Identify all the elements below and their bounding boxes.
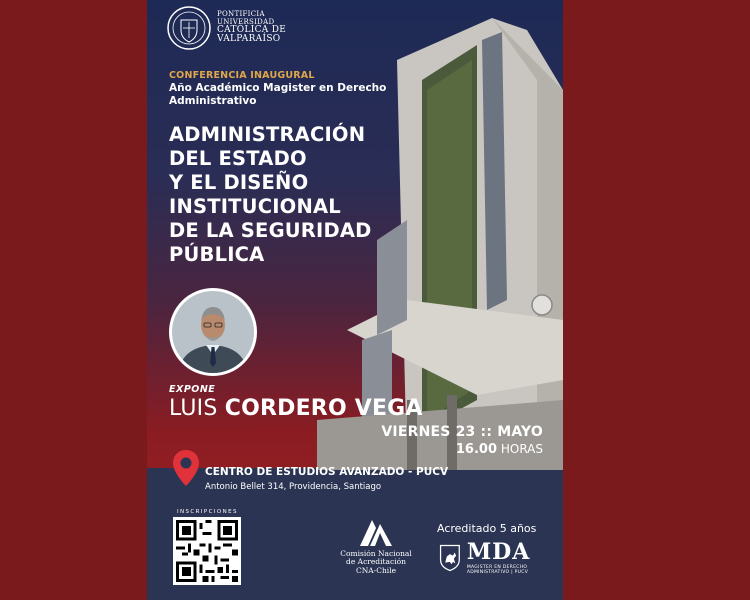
event-subtitle: Año Académico Magister en Derecho Administrativo [169, 82, 387, 108]
cna-line-2: de Acreditación [346, 557, 406, 567]
event-kicker: CONFERENCIA INAUGURAL [169, 70, 315, 81]
event-time-unit: HORAS [500, 442, 543, 456]
university-logo [167, 6, 286, 50]
speaker-last-name: CORDERO VEGA [224, 396, 423, 421]
mda-wordmark: MDA [466, 539, 531, 565]
speaker-photo [169, 288, 257, 376]
title-line: INSTITUCIONAL [169, 194, 341, 218]
qr-code-icon [176, 520, 238, 582]
registration-label: INSCRIPCIONES [177, 509, 238, 515]
event-poster [147, 0, 563, 600]
cna-emblem-icon [358, 518, 394, 548]
event-time-value: 16.00 [455, 442, 498, 457]
speaker-label: EXPONE [169, 384, 216, 395]
accreditation-label: Acreditado 5 años [437, 522, 537, 535]
title-line: ADMINISTRACIÓN [169, 123, 366, 146]
speaker-first-name: LUIS [169, 396, 218, 421]
location-pin-icon [171, 448, 201, 488]
title-line: Y EL DISEÑO [169, 170, 309, 194]
event-date [381, 424, 543, 457]
university-seal-icon [167, 6, 211, 50]
speaker-portrait-icon [172, 291, 254, 373]
logo-line-3: CATÓLICA DE [217, 24, 287, 35]
venue-name: CENTRO DE ESTUDIOS AVANZADO - PUCV [205, 466, 449, 478]
venue-address: Antonio Bellet 314, Providencia, Santiago [205, 482, 382, 492]
cna-logo [335, 518, 417, 575]
mda-subtitle: MAGISTER EN DERECHO ADMINISTRATIVO | PUCV [466, 565, 529, 575]
event-time [381, 442, 543, 457]
cna-line-3: CNA-Chile [355, 565, 397, 575]
event-title [169, 123, 372, 267]
speaker-name [169, 396, 423, 421]
logo-line-4: VALPARAÍSO [217, 34, 281, 45]
registration-qr-code[interactable] [173, 517, 241, 585]
title-line: PÚBLICA [169, 242, 265, 266]
mda-logo [439, 540, 563, 576]
title-line: DEL ESTADO [169, 146, 307, 170]
logo-line-1: PONTIFICIA [217, 10, 265, 19]
lion-shield-icon [439, 540, 461, 576]
cna-line-1: Comisión Nacional [340, 549, 412, 558]
title-line: DE LA SEGURIDAD [169, 218, 372, 242]
logo-line-2: UNIVERSIDAD [217, 17, 275, 26]
event-day: VIERNES 23 :: MAYO [381, 424, 543, 440]
